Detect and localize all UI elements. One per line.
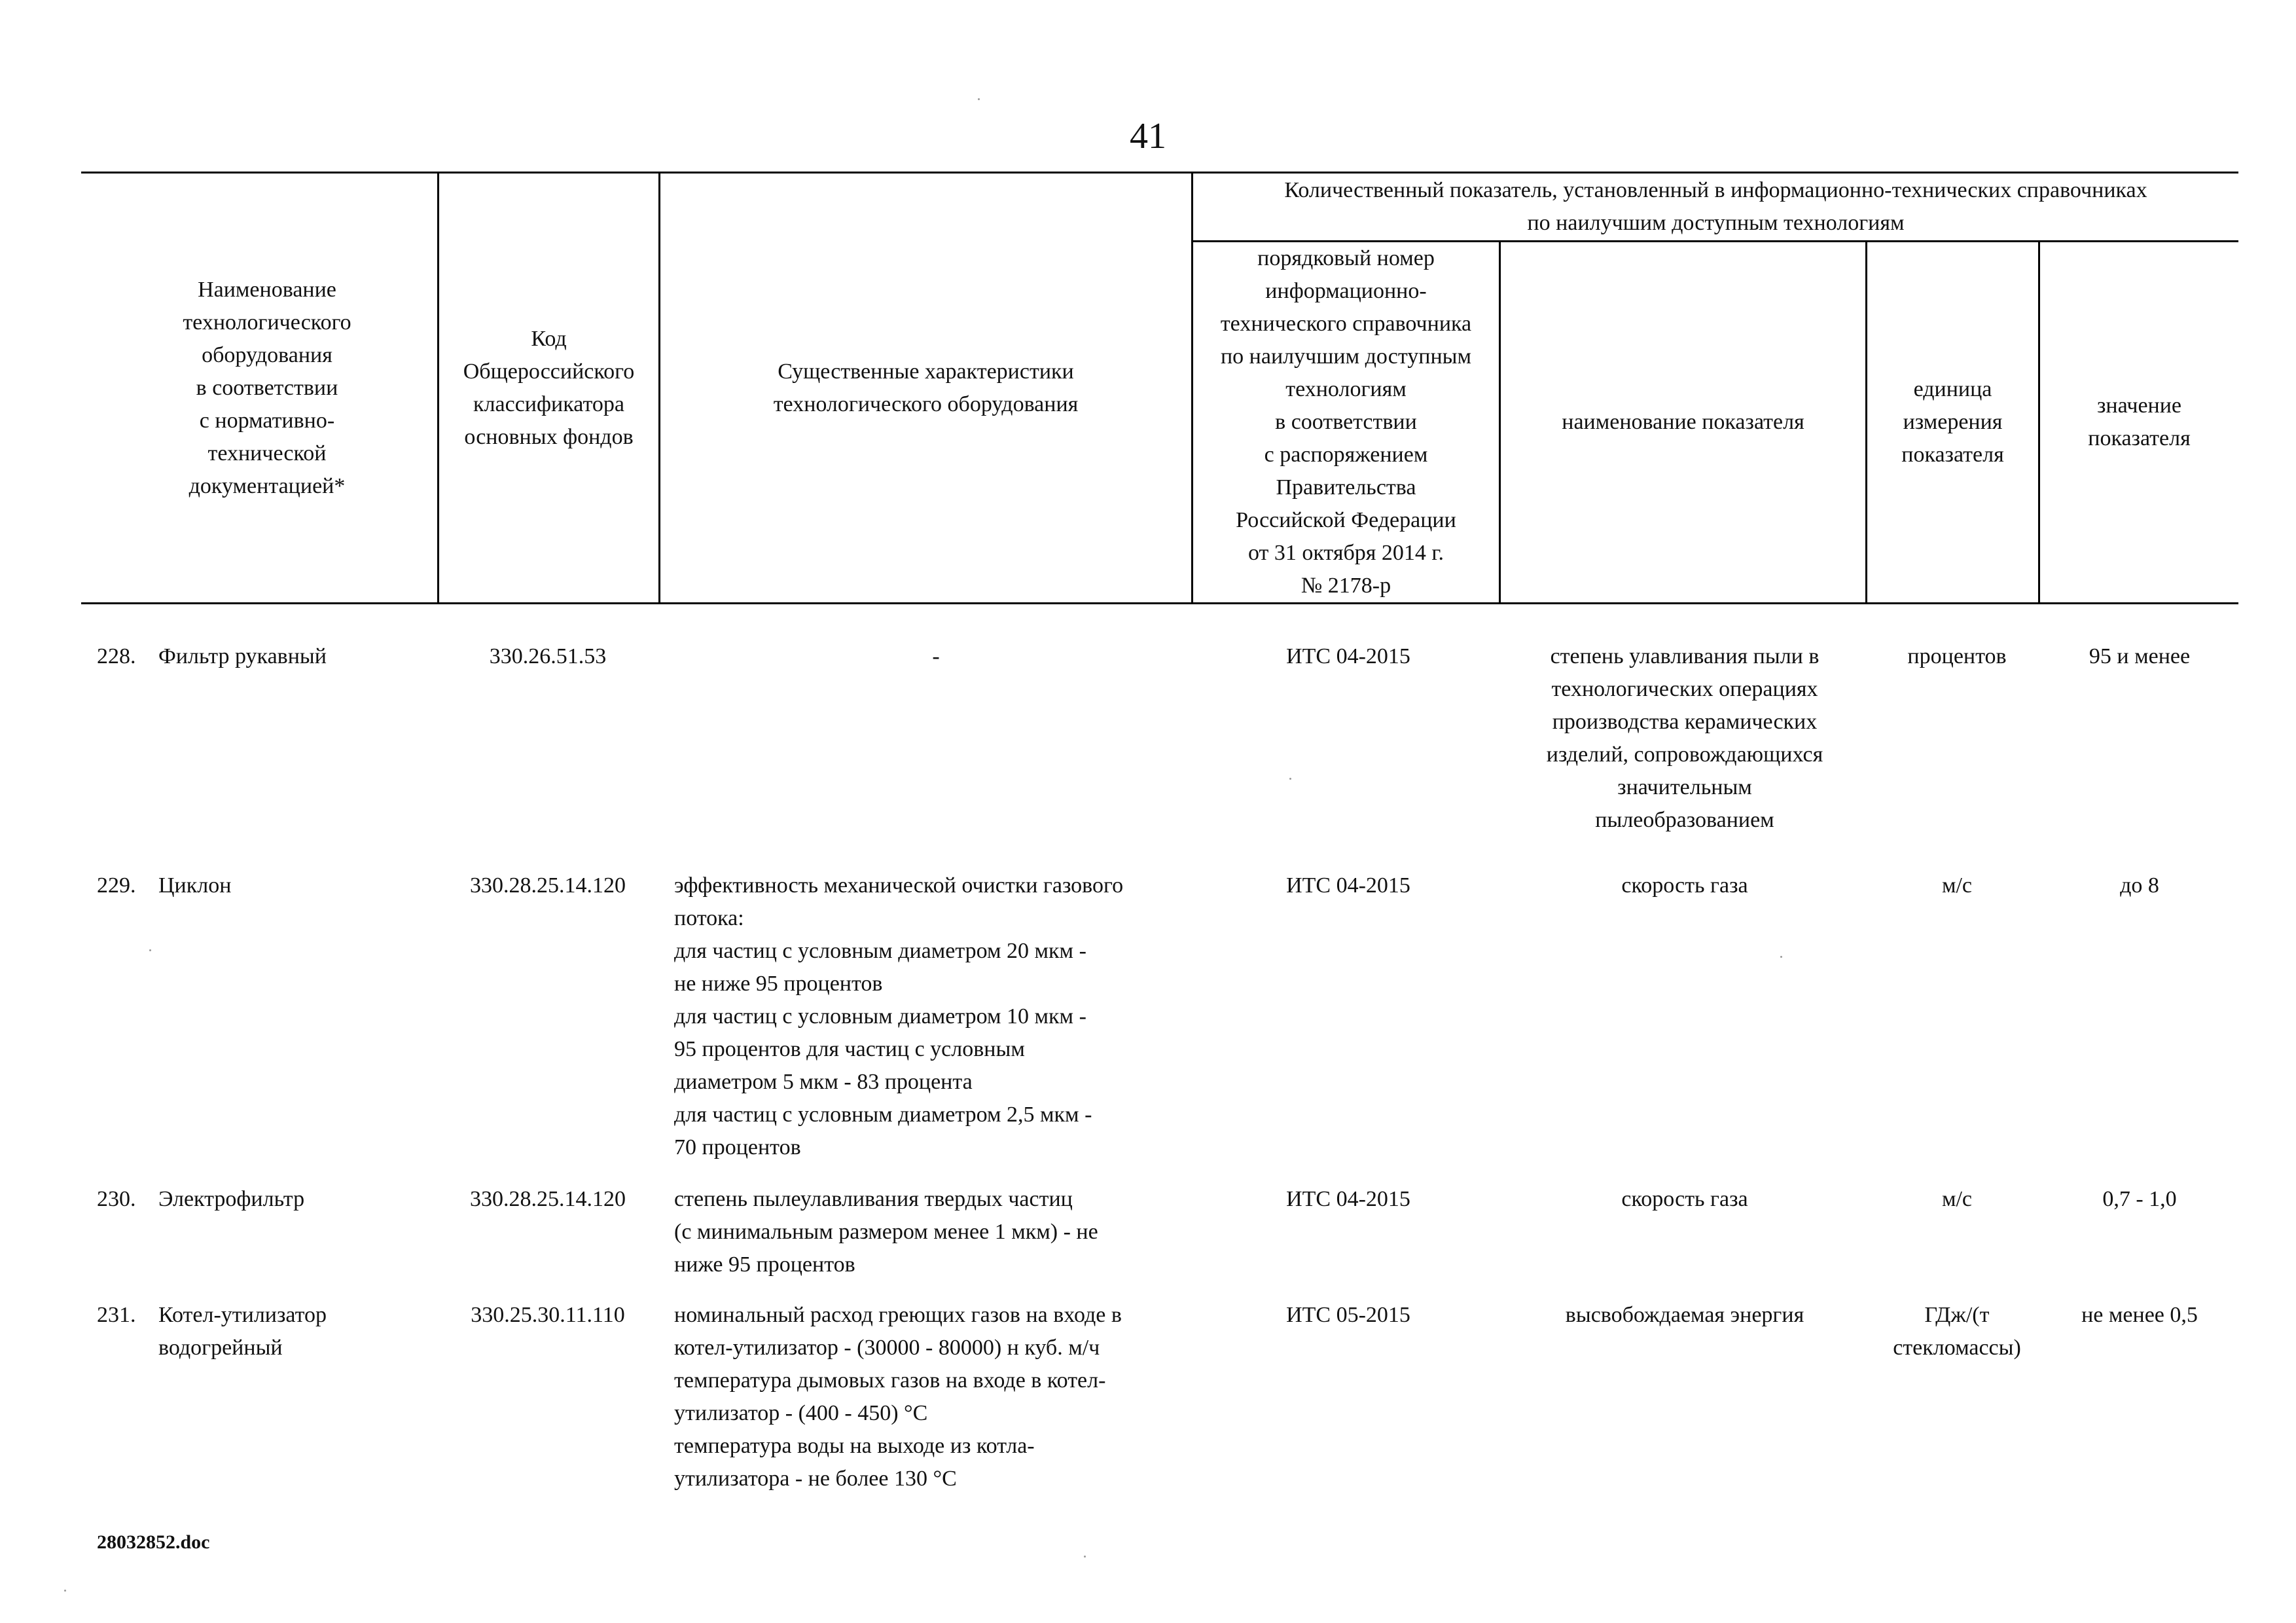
characteristics: номинальный расход греющих газов на входе в котел-утилизатор - (30000 - 80000) н куб. м/ч температура дымовых газов на входе в котел- утилизатор - (400 - 450) °C температура воды на выходе из котла- утилизатора - не более 130 °C [674, 1303, 1122, 1491]
indicator-value: до 8 [2120, 873, 2159, 898]
header-equipment-name: Наименование технологического оборудования в соответствии с нормативно- технической документацией* [183, 277, 351, 498]
header-characteristics: Существенные характеристики технологического оборудования [773, 359, 1079, 416]
scan-speck [64, 1590, 66, 1592]
indicator-unit: ГДж/(т стекломассы) [1893, 1303, 2021, 1360]
okof-code: 330.26.51.53 [489, 644, 607, 668]
header-value: значение показателя [2088, 393, 2191, 450]
footer-filename: 28032852.doc [97, 1531, 210, 1553]
indicator-value: не менее 0,5 [2081, 1303, 2198, 1327]
row-number: 230. [97, 1187, 136, 1211]
header-bottom-rule [81, 602, 2238, 604]
its-number: ИТС 04-2015 [1286, 644, 1410, 668]
header-unit: единица измерения показателя [1901, 377, 2004, 467]
scan-speck [1289, 778, 1291, 780]
characteristics: - [932, 644, 940, 668]
equipment-name: Котел-утилизатор водогрейный [158, 1303, 327, 1360]
indicator-unit: м/с [1941, 1187, 1973, 1211]
indicator-name: высвобождаемая энергия [1565, 1303, 1804, 1327]
equipment-name: Фильтр рукавный [158, 644, 327, 668]
scan-speck [149, 949, 151, 951]
row-number: 229. [97, 873, 136, 898]
header-its-number: порядковый номер информационно- технического справочника по наилучшим доступным технологиям в соответствии с распоряжением Правительства Российской Федерации от 31 октября 2014 г. № 2178-р [1220, 246, 1472, 598]
indicator-name: степень улавливания пыли в технологических операциях производства керамических изделий, сопровождающихся значительным пылеобразованием [1546, 644, 1823, 832]
header-okof-code: Код Общероссийского классификатора основных фондов [463, 326, 635, 449]
okof-code: 330.25.30.11.110 [471, 1303, 625, 1327]
indicator-unit: м/с [1941, 873, 1973, 898]
equipment-name: Электрофильтр [158, 1187, 305, 1211]
okof-code: 330.28.25.14.120 [470, 873, 626, 898]
scan-speck [1084, 1556, 1086, 1558]
characteristics: эффективность механической очистки газового потока: для частиц с условным диаметром 20 мкм - не ниже 95 процентов для частиц с условным диаметром 10 мкм - 95 процентов для частиц с условным диаметром 5 мкм - 83 процента для частиц с условным диаметром 2,5 мкм - 70 процентов [674, 873, 1124, 1159]
header-quantitative-indicator-group: Количественный показатель, установленный в информационно-технических справочниках по наилучшим доступным технологиям [1284, 178, 2147, 235]
characteristics: степень пылеулавливания твердых частиц (с минимальным размером менее 1 мкм) - не ниже 95 процентов [674, 1187, 1098, 1277]
indicator-value: 95 и менее [2089, 644, 2191, 668]
its-number: ИТС 05-2015 [1286, 1303, 1410, 1327]
header-indicator-name: наименование показателя [1562, 410, 1804, 434]
indicator-name: скорость газа [1621, 873, 1748, 898]
its-number: ИТС 04-2015 [1286, 873, 1410, 898]
page-number: 41 [1130, 116, 1166, 156]
scan-speck [1780, 956, 1782, 958]
its-number: ИТС 04-2015 [1286, 1187, 1410, 1211]
okof-code: 330.28.25.14.120 [470, 1187, 626, 1211]
row-number: 231. [97, 1303, 136, 1327]
indicator-unit: процентов [1907, 644, 2007, 668]
scan-speck [978, 98, 980, 100]
equipment-name: Циклон [158, 873, 232, 898]
indicator-name: скорость газа [1621, 1187, 1748, 1211]
row-number: 228. [97, 644, 136, 668]
indicator-value: 0,7 - 1,0 [2102, 1187, 2177, 1211]
